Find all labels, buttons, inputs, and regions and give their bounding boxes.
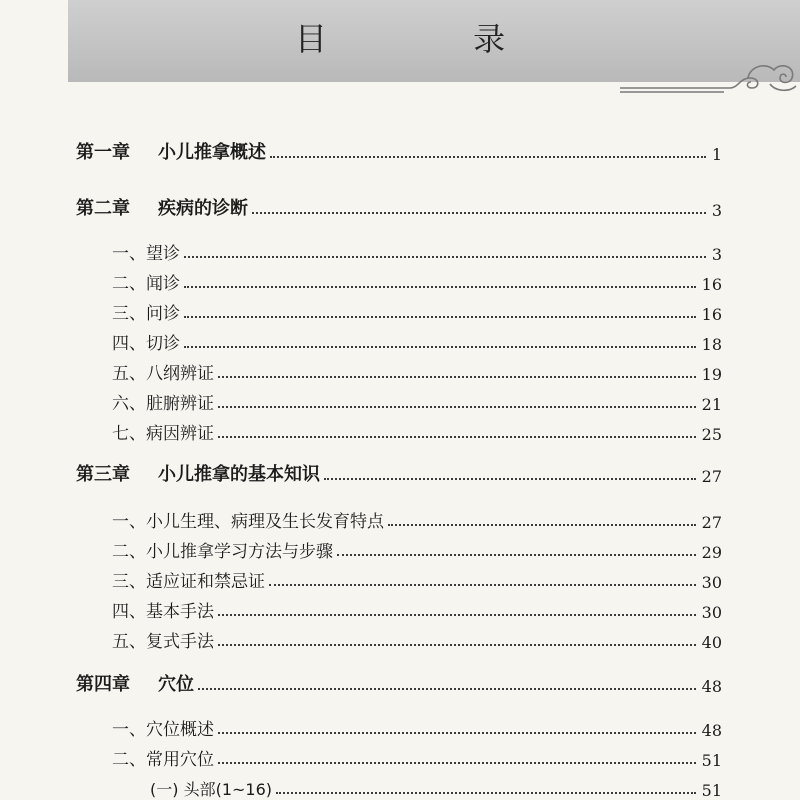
toc-chapter-row	[0, 458, 800, 486]
toc-section-row	[0, 266, 800, 294]
dot-leader	[218, 376, 696, 378]
toc-section-row	[0, 504, 800, 532]
dot-leader	[218, 406, 696, 408]
toc-section-row	[0, 416, 800, 444]
page-number: 16	[701, 275, 722, 294]
chapter-title: 穴位	[158, 674, 194, 695]
dot-leader	[218, 732, 696, 734]
page-number: 16	[701, 305, 722, 324]
page-number: 27	[701, 513, 722, 532]
toc-entry-title	[76, 460, 320, 486]
page-number: 21	[701, 395, 722, 414]
page-number: 48	[701, 677, 722, 696]
toc-entry-title: 二、常用穴位	[112, 750, 214, 770]
chapter-number: 第三章	[76, 464, 130, 485]
toc-section-row	[0, 564, 800, 592]
toc-entry-title: 一、小儿生理、病理及生长发育特点	[112, 512, 384, 532]
toc-entry-title: 一、望诊	[112, 244, 180, 264]
dot-leader	[276, 792, 696, 794]
toc-entry-title	[76, 670, 194, 696]
chapter-title: 小儿推拿概述	[158, 142, 266, 163]
toc-entry-title: (一) 头部(1~16)	[150, 780, 273, 799]
page-number: 18	[701, 335, 722, 354]
dot-leader	[269, 584, 696, 586]
toc-section-row	[0, 386, 800, 414]
toc-section-row	[0, 236, 800, 264]
page-number: 30	[701, 573, 722, 592]
toc-section-row	[0, 742, 800, 770]
toc-entry-title	[76, 194, 248, 220]
toc-section-row	[0, 534, 800, 562]
page-number: 51	[701, 751, 722, 770]
chapter-number: 第一章	[76, 142, 130, 163]
page-number: 48	[701, 721, 722, 740]
chapter-title: 小儿推拿的基本知识	[158, 464, 320, 485]
dot-leader	[252, 212, 706, 214]
dot-leader	[270, 156, 706, 158]
page-number: 19	[701, 365, 722, 384]
toc-entry-title: 七、病因辨证	[112, 424, 214, 444]
toc-entry-title: 四、基本手法	[112, 602, 214, 622]
dot-leader	[388, 524, 696, 526]
page-number: 51	[701, 781, 722, 800]
toc-chapter-row	[0, 192, 800, 220]
page-title: 目 录	[294, 20, 574, 58]
page-number: 29	[701, 543, 722, 562]
dot-leader	[218, 436, 696, 438]
dot-leader	[324, 478, 696, 480]
toc-section-row	[0, 712, 800, 740]
dot-leader	[184, 346, 696, 348]
toc-chapter-row	[0, 668, 800, 696]
toc-entry-title: 五、复式手法	[112, 632, 214, 652]
toc-section-row	[0, 356, 800, 384]
dot-leader	[218, 762, 696, 764]
page-number: 1	[711, 145, 722, 164]
dot-leader	[184, 286, 696, 288]
toc-entry-title	[76, 138, 266, 164]
chapter-number: 第四章	[76, 674, 130, 695]
dot-leader	[184, 256, 706, 258]
toc-entry-title: 三、问诊	[112, 304, 180, 324]
toc-chapter-row	[0, 136, 800, 164]
dot-leader	[198, 688, 696, 690]
toc-entry-title: 四、切诊	[112, 334, 180, 354]
page-number: 3	[711, 201, 722, 220]
toc-section-row	[0, 326, 800, 354]
toc-entry-title: 三、适应证和禁忌证	[112, 572, 265, 592]
page-number: 30	[701, 603, 722, 622]
page-number: 40	[701, 633, 722, 652]
toc-entry-title: 一、穴位概述	[112, 720, 214, 740]
toc-entry-title: 五、八纲辨证	[112, 364, 214, 384]
page-number: 25	[701, 425, 722, 444]
toc-entry-title: 二、小儿推拿学习方法与步骤	[112, 542, 333, 562]
dot-leader	[218, 644, 696, 646]
dot-leader	[337, 554, 696, 556]
page-number: 27	[701, 467, 722, 486]
toc-subsection-row	[0, 772, 800, 800]
page-number: 3	[711, 245, 722, 264]
chapter-number: 第二章	[76, 198, 130, 219]
chapter-title: 疾病的诊断	[158, 198, 248, 219]
dot-leader	[218, 614, 696, 616]
toc-entry-title: 六、脏腑辨证	[112, 394, 214, 414]
toc-section-row	[0, 594, 800, 622]
toc-section-row	[0, 296, 800, 324]
toc-entry-title: 二、闻诊	[112, 274, 180, 294]
dot-leader	[184, 316, 696, 318]
toc-section-row	[0, 624, 800, 652]
